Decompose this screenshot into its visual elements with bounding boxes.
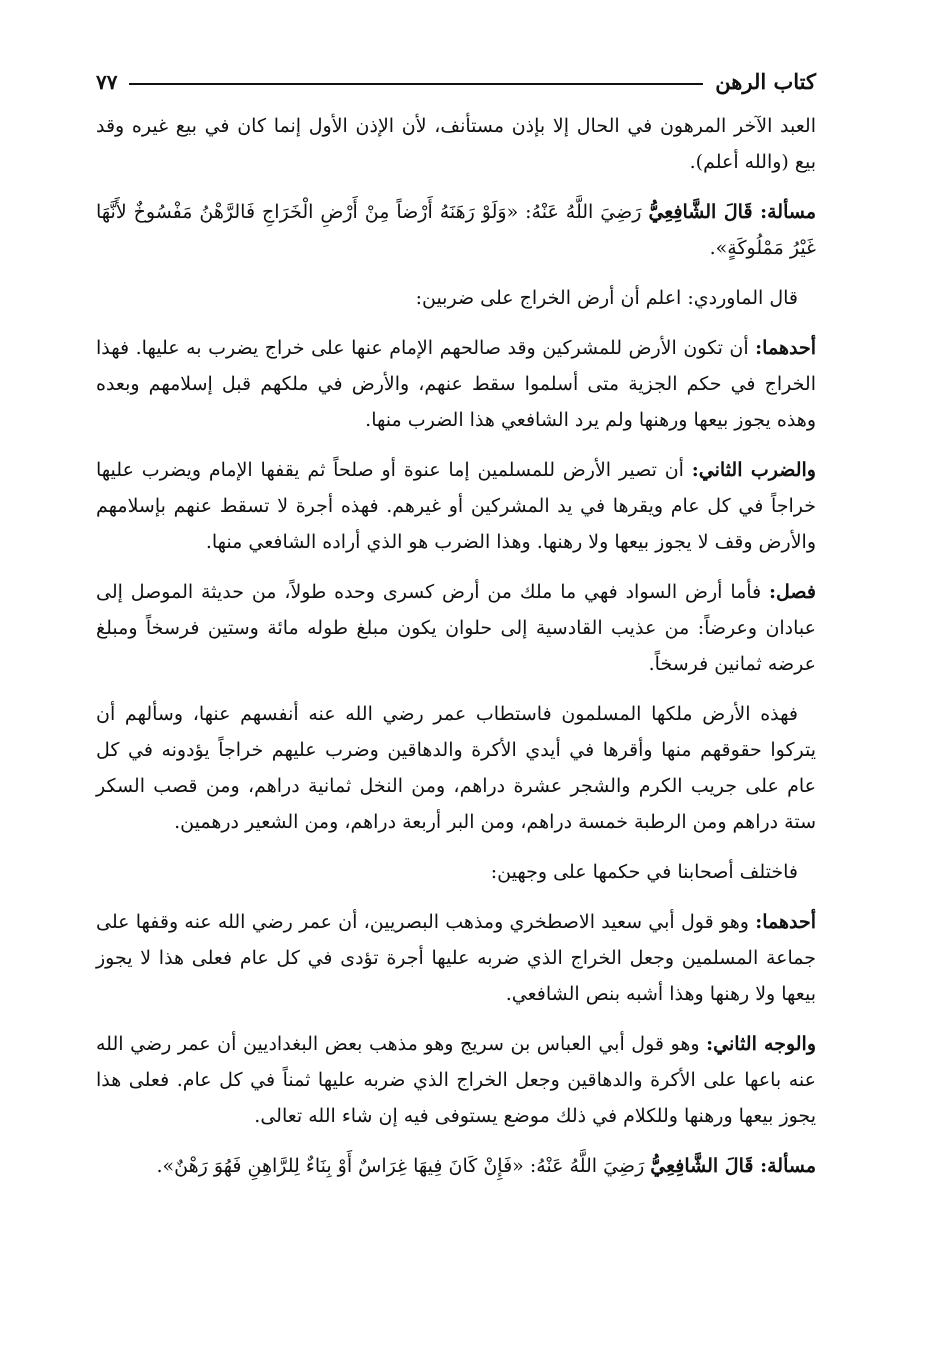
paragraph-text: أن تصير الأرض للمسلمين إما عنوة أو صلحاً ثم يقفها الإمام ويضرب عليها خراجاً في كل عام ويقرها في يد المشركين أو غيرهم. فهذه أجرة لا تسقط عنهم بإسلامهم والأرض وقف لا يجوز بيعها ولا رهنها. وهذا الضرب هو الذي أراده الشافعي منها. — [96, 459, 816, 553]
paragraph-lead: مسألة: قَالَ الشَّافِعِيُّ — [650, 1155, 816, 1177]
paragraph-text: فاختلف أصحابنا في حكمها على وجهين: — [490, 861, 798, 883]
paragraph-masala-1 — [96, 194, 816, 266]
header-rule — [129, 83, 703, 85]
book-title: كتاب الرهن — [715, 69, 816, 94]
paragraph-lead: أحدهما: — [755, 337, 816, 359]
book-page — [96, 60, 816, 1330]
paragraph-first-type — [96, 330, 816, 438]
paragraph-continuation — [96, 108, 816, 180]
paragraph-fasl — [96, 574, 816, 682]
paragraph-text: فهذه الأرض ملكها المسلمون فاستطاب عمر رضي الله عنه أنفسهم عنها، وسألهم أن يتركوا حقوقهم منها وأقرها في أيدي الأكرة والدهاقين وضرب عليهم خراجاً يؤدونه في كل عام على جريب الكرم والشجر عشرة دراهم، ومن النخل ثمانية دراهم، ومن قصب السكر ستة دراهم ومن الرطبة خمسة دراهم، ومن البر أربعة دراهم، ومن الشعير درهمين. — [96, 703, 816, 833]
paragraph-text: رَضِيَ اللَّهُ عَنْهُ: «وَلَوْ رَهَنَهُ أَرْضاً مِنْ أَرْضِ الْخَرَاجِ فَالرَّهْنُ مَفْسُوخٌ لأَنَّهَا غَيْرُ مَمْلُوكَةٍ». — [96, 201, 816, 259]
paragraph-ikhtilaf — [96, 854, 816, 890]
paragraph-text: وهو قول أبي العباس بن سريج وهو مذهب بعض البغداديين أن عمر رضي الله عنه باعها على الأكرة والدهاقين وجعل الخراج الذي ضربه عليها ثمناً في كل عام. فعلى هذا يجوز بيعها ورهنها وللكلام في ذلك موضع يستوفى فيه إن شاء الله تعالى. — [96, 1033, 816, 1127]
paragraph-text: العبد الآخر المرهون في الحال إلا بإذن مستأنف، لأن الإذن الأول إنما كان في بيع غيره وقد بيع (والله أعلم). — [96, 115, 816, 173]
paragraph-text: قال الماوردي: اعلم أن أرض الخراج على ضربين: — [415, 287, 798, 309]
paragraph-second-view — [96, 1026, 816, 1134]
paragraph-second-type — [96, 452, 816, 560]
paragraph-first-view — [96, 904, 816, 1012]
page-number: ٧٧ — [96, 70, 118, 94]
paragraph-text: فأما أرض السواد فهي ما ملك من أرض كسرى وحده طولاً، من حديثة الموصل إلى عبادان وعرضاً: من عذيب القادسية إلى حلوان يكون مبلغ طوله مائة وستين فرسخاً ومبلغ عرضه ثمانين فرسخاً. — [96, 581, 816, 675]
paragraph-text: وهو قول أبي سعيد الاصطخري ومذهب البصريين، أن عمر رضي الله عنه وقفها على جماعة المسلمين وجعل الخراج الذي ضربه عليها أجرة تؤدى في كل عام فعلى هذا لا يجوز بيعها ولا رهنها وهذا أشبه بنص الشافعي. — [96, 911, 816, 1005]
running-head — [96, 60, 816, 94]
paragraph-lead: أحدهما: — [755, 911, 816, 933]
paragraph-lead: والوجه الثاني: — [706, 1033, 816, 1055]
paragraph-lead: مسألة: قَالَ الشَّافِعِيُّ — [648, 201, 816, 223]
paragraph-text: أن تكون الأرض للمشركين وقد صالحهم الإمام عنها على خراج يضرب به عليها. فهذا الخراج في حكم الجزية متى أسلموا سقط عنهم، والأرض في ملكهم قبل إسلامهم وبعده وهذه يجوز بيعها ورهنها ولم يرد الشافعي هذا الضرب منها. — [96, 337, 816, 431]
paragraph-text: رَضِيَ اللَّهُ عَنْهُ: «فَإِنْ كَانَ فِيهَا غِرَاسٌ أَوْ بِنَاءٌ لِلرَّاهِنِ فَهُوَ رَهْنٌ». — [156, 1155, 645, 1177]
paragraph-lead: فصل: — [769, 581, 816, 603]
paragraph-mawardi — [96, 280, 816, 316]
paragraph-lead: والضرب الثاني: — [691, 459, 816, 481]
paragraph-sawad — [96, 696, 816, 840]
paragraph-masala-2 — [96, 1148, 816, 1184]
